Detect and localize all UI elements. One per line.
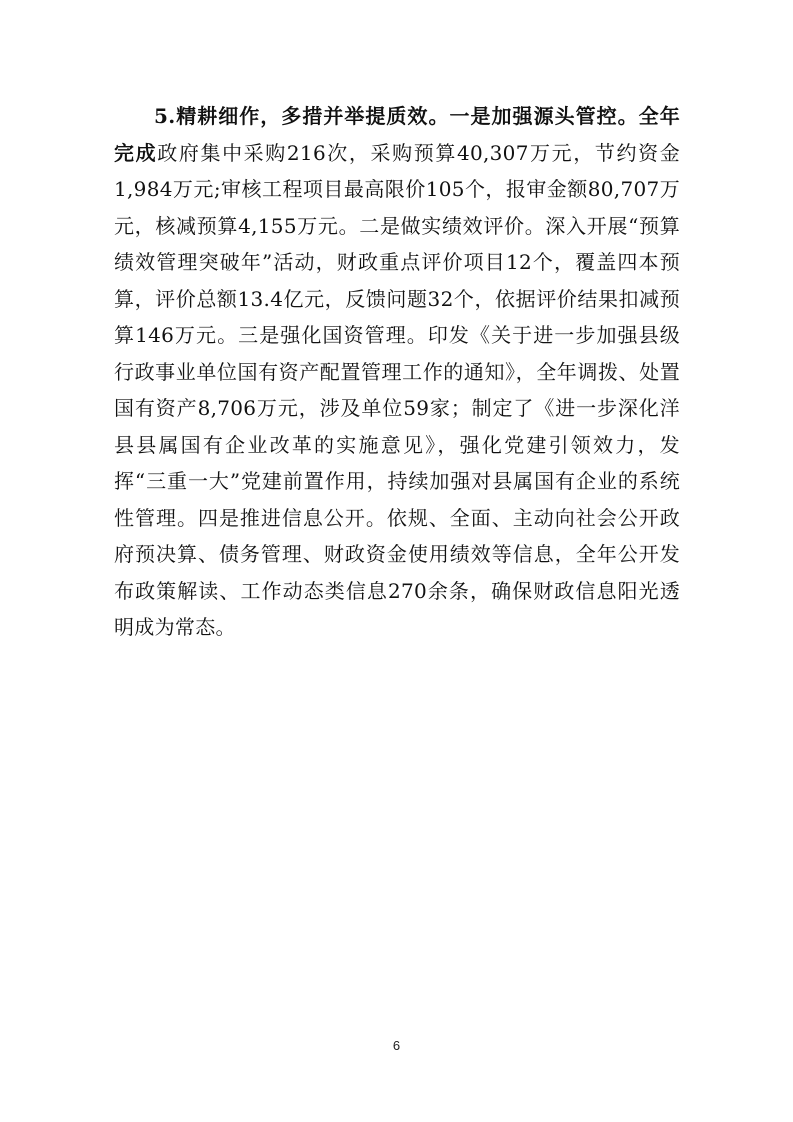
page-number: 6 [392, 1038, 401, 1053]
paragraph-body-text: 政府集中采购216次，采购预算40,307万元，节约资金1,984万元;审核工程项目最高限价105个，报审金额80,707万元，核减预算4,155万元。二是做实绩效评价。深入开展“预算绩效管理突破年”活动，财政重点评价项目12个，覆盖四本预算，评价总额13.4亿元，反馈问题32个，依据评价结果扣减预算146万元。三是强化国资管理。印发《关于进一步加强县级行政事业单位国有资产配置管理工作的通知》，全年调拨、处置国有资产8,706万元，涉及单位59家；制定了《进一步深化洋县县属国有企业改革的实施意见》，强化党建引领效力，发挥“三重一大”党建前置作用，持续加强对县属国有企业的系统性管理。四是推进信息公开。依规、全面、主动向社会公开政府预决算、债务管理、财政资金使用绩效等信息，全年公开发布政策解读、工作动态类信息270余条，确保财政信息阳光透明成为常态。 [114, 140, 680, 639]
body-paragraph [114, 98, 680, 646]
paragraph-lead-heading: 5.精耕细作，多措并举提质效。一是加强源头管控。全年完成 [114, 104, 680, 165]
